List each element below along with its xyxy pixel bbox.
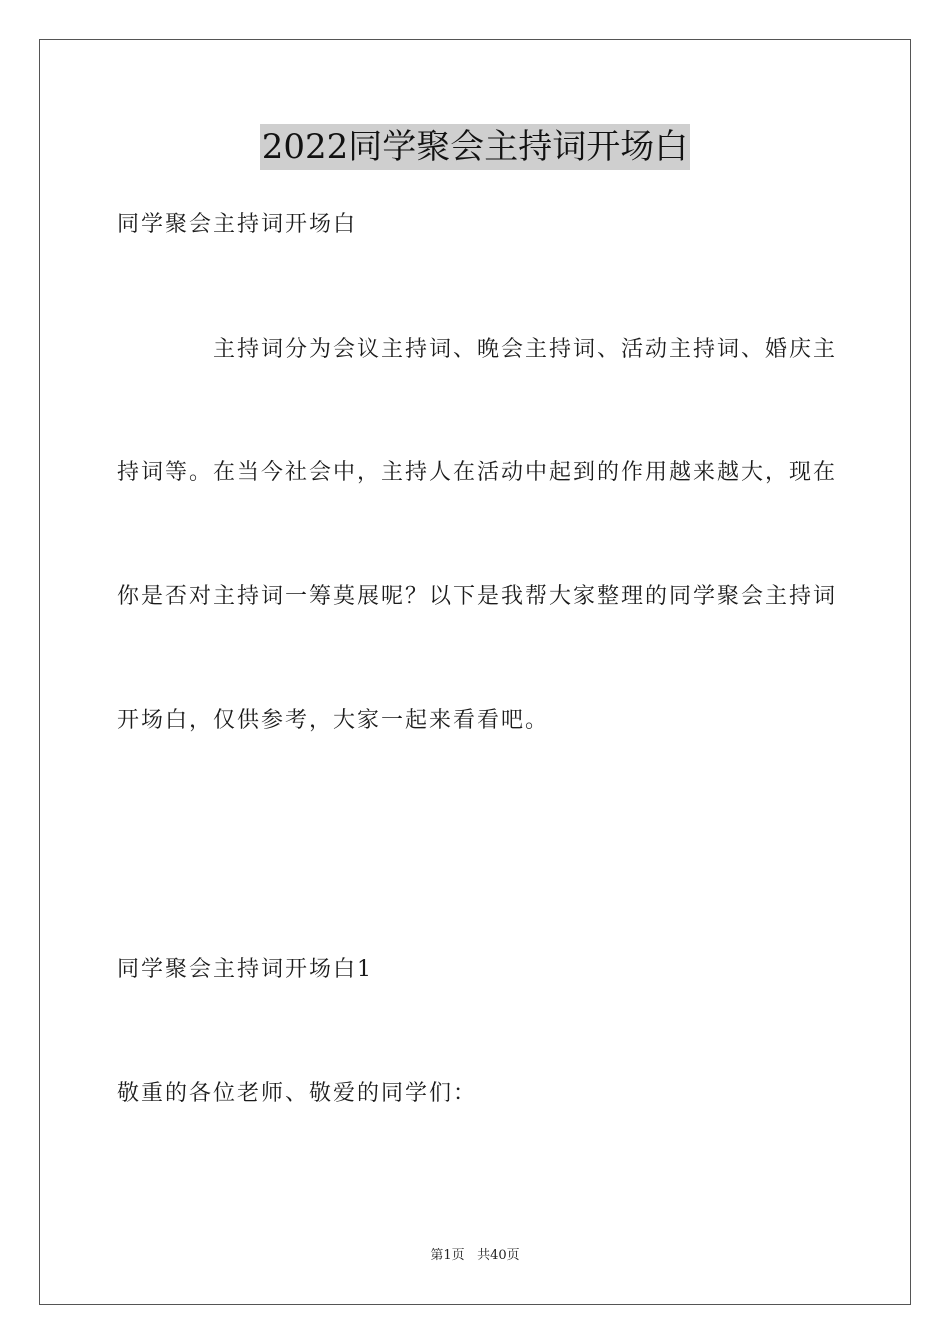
page-number: 第1页: [430, 1248, 465, 1263]
section-heading: 同学聚会主持词开场白: [117, 212, 358, 237]
paragraph-line: 主持词分为会议主持词、晚会主持词、活动主持词、婚庆主: [213, 337, 838, 362]
section-heading: 同学聚会主持词开场白1: [117, 957, 373, 982]
title-container: [0, 124, 950, 170]
page-footer: [0, 1246, 950, 1266]
paragraph-line: 你是否对主持词一筹莫展呢？以下是我帮大家整理的同学聚会主持词: [117, 584, 838, 609]
page-total: 共40页: [477, 1248, 520, 1263]
document-title: 2022同学聚会主持词开场白: [260, 124, 691, 170]
paragraph-line: 开场白，仅供参考，大家一起来看看吧。: [117, 708, 550, 733]
salutation-line: 敬重的各位老师、敬爱的同学们：: [117, 1081, 478, 1106]
paragraph-line: 持词等。在当今社会中，主持人在活动中起到的作用越来越大，现在: [117, 460, 838, 485]
